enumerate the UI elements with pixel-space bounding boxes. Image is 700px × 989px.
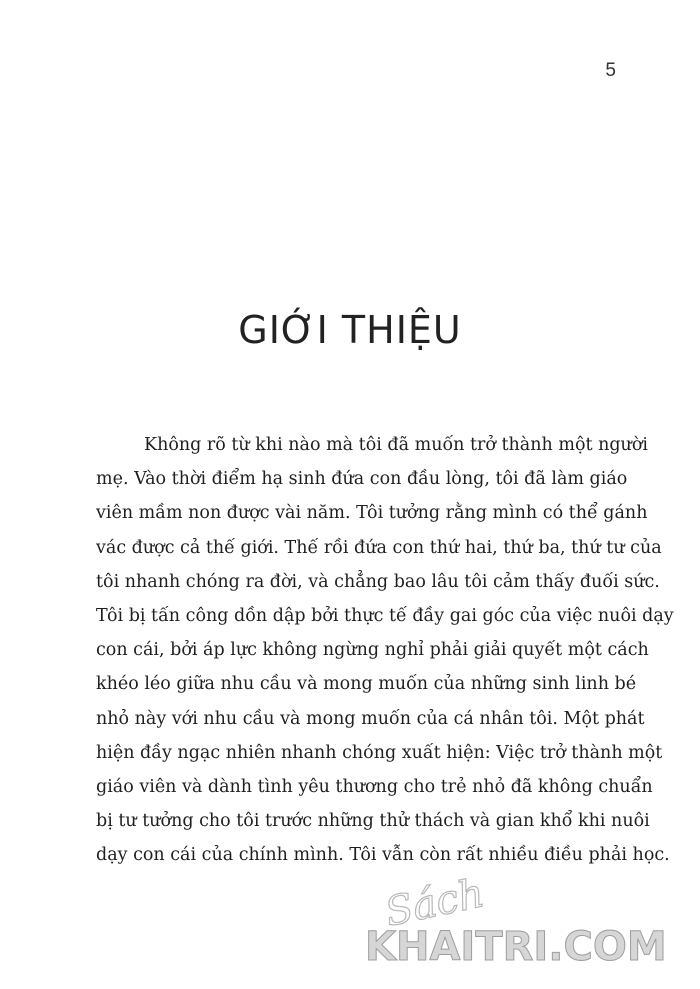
paragraph-line: dạy con cái của chính mình. Tôi vẫn còn rất nhiều điều phải học.: [96, 845, 670, 866]
paragraph-line: Không rõ từ khi nào mà tôi đã muốn trở thành một người: [144, 435, 648, 455]
watermark-brand: KHAITRI.COM: [365, 924, 667, 970]
watermark-logo: [365, 870, 695, 980]
paragraph-line: giáo viên và dành tình yêu thương cho trẻ nhỏ đã không chuẩn: [96, 777, 653, 798]
body-paragraph: [96, 428, 674, 873]
chapter-title: GIỚI THIỆU: [238, 308, 462, 352]
paragraph-line: vác được cả thế giới. Thế rồi đứa con thứ hai, thứ ba, thứ tư của: [96, 537, 662, 558]
paragraph-line: con cái, bởi áp lực không ngừng nghỉ phải giải quyết một cách: [96, 640, 649, 661]
paragraph-line: Tôi bị tấn công dồn dập bởi thực tế đầy gai góc của việc nuôi dạy: [96, 606, 674, 627]
paragraph-line: khéo léo giữa nhu cầu và mong muốn của những sinh linh bé: [96, 674, 637, 695]
paragraph-line: tôi nhanh chóng ra đời, và chẳng bao lâu tôi cảm thấy đuối sức.: [96, 571, 660, 592]
paragraph-line: mẹ. Vào thời điểm hạ sinh đứa con đầu lòng, tôi đã làm giáo: [96, 469, 628, 490]
paragraph-line: viên mầm non được vài năm. Tôi tưởng rằng mình có thể gánh: [96, 503, 648, 524]
paragraph-line: bị tư tưởng cho tôi trước những thử thách và gian khổ khi nuôi: [96, 811, 650, 832]
paragraph-line: hiện đầy ngạc nhiên nhanh chóng xuất hiện: Việc trở thành một: [96, 742, 663, 763]
paragraph-line: nhỏ này với nhu cầu và mong muốn của cá nhân tôi. Một phát: [96, 708, 645, 729]
page-number: 5: [605, 60, 616, 81]
watermark-script: Sách: [381, 870, 489, 936]
